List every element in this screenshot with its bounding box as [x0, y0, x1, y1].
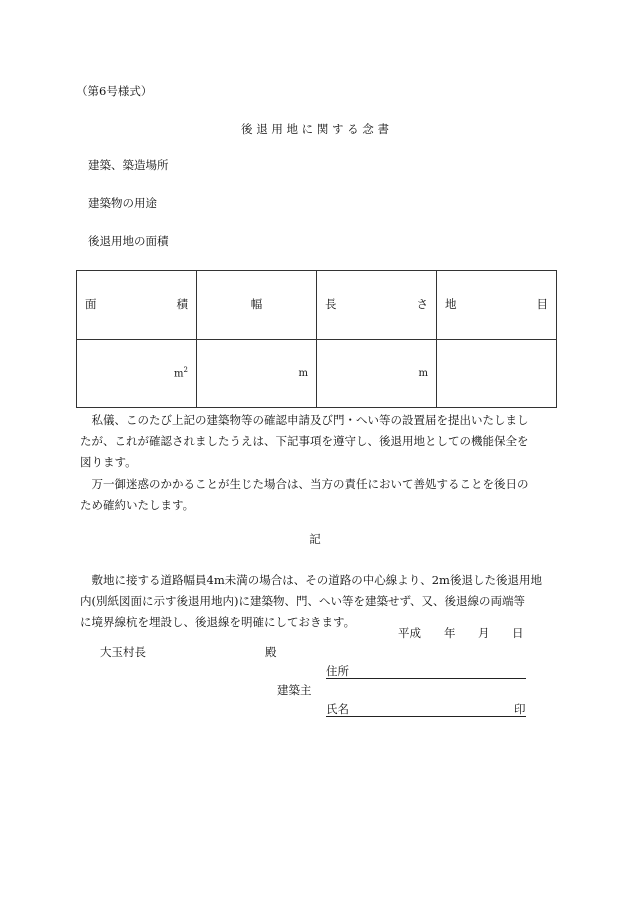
owner-label: 建築主 [277, 683, 312, 697]
header-width-char: 幅 [250, 297, 263, 312]
paragraph-line: たが、これが確認されましたうえは、下記事項を遵守し、後退用地としての機能保全を [80, 434, 529, 448]
paragraph-line: 内(別紙図面に示す後退用地内)に建築物、門、へい等を建築せず、又、後退線の両端等 [80, 594, 526, 608]
paragraph-terms [80, 570, 560, 633]
value-cell-area[interactable] [77, 340, 197, 408]
header-length-char-1: 長 [325, 297, 337, 312]
address-label: 住所 [326, 664, 349, 678]
seal-mark: 印 [514, 702, 526, 716]
header-land-char-2: 目 [536, 297, 548, 312]
date-day: 日 [512, 626, 524, 640]
header-land-char-1: 地 [445, 297, 457, 312]
honorific: 殿 [265, 645, 277, 659]
field-label-use: 建築物の用途 [88, 196, 157, 210]
form-number: （第6号様式） [76, 84, 153, 98]
section-heading-ki: 記 [309, 532, 321, 546]
paragraph-line: 敷地に接する道路幅員4m未満の場合は、その道路の中心線より、2m後退した後退用地 [80, 573, 542, 587]
paragraph-line: に境界線杭を埋設し、後退線を明確にしておきます。 [80, 615, 356, 629]
area-unit: m [174, 368, 184, 380]
date-year: 年 [444, 626, 456, 640]
date-month: 月 [478, 626, 490, 640]
field-label-location: 建築、築造場所 [88, 158, 169, 172]
length-unit: m [418, 367, 428, 379]
paragraph-pledge [80, 410, 560, 473]
paragraph-line: ため確約いたします。 [80, 498, 195, 512]
area-unit-sup: 2 [183, 366, 188, 375]
paragraph-line: 図ります。 [80, 455, 137, 469]
value-cell-land-category[interactable] [437, 340, 557, 408]
document-title: 後 退 用 地 に 関 す る 念 書 [241, 122, 389, 136]
paragraph-responsibility [80, 474, 560, 516]
name-label: 氏名 [326, 702, 349, 716]
header-cell-length [317, 271, 437, 340]
setback-area-table [76, 270, 557, 408]
addressee: 大玉村長 [100, 645, 146, 659]
value-cell-width[interactable] [197, 340, 317, 408]
header-length-char-2: さ [416, 297, 428, 312]
header-cell-land-category [437, 271, 557, 340]
date-era: 平成 [398, 626, 421, 640]
paragraph-line: 私儀、このたび上記の建築物等の確認申請及び門・へい等の設置届を提出いたしまし [80, 413, 529, 427]
paragraph-line: 万一御迷惑のかかることが生じた場合は、当方の責任において善処することを後日の [80, 477, 529, 491]
address-input-line[interactable] [326, 678, 526, 679]
header-area-char-2: 積 [176, 297, 188, 312]
name-input-line[interactable] [326, 716, 526, 717]
date-line [398, 628, 524, 640]
field-label-area: 後退用地の面積 [88, 234, 169, 248]
value-cell-length[interactable] [317, 340, 437, 408]
header-cell-area [77, 271, 197, 340]
width-unit: m [298, 367, 308, 379]
header-cell-width [197, 271, 317, 340]
header-area-char-1: 面 [85, 297, 97, 312]
